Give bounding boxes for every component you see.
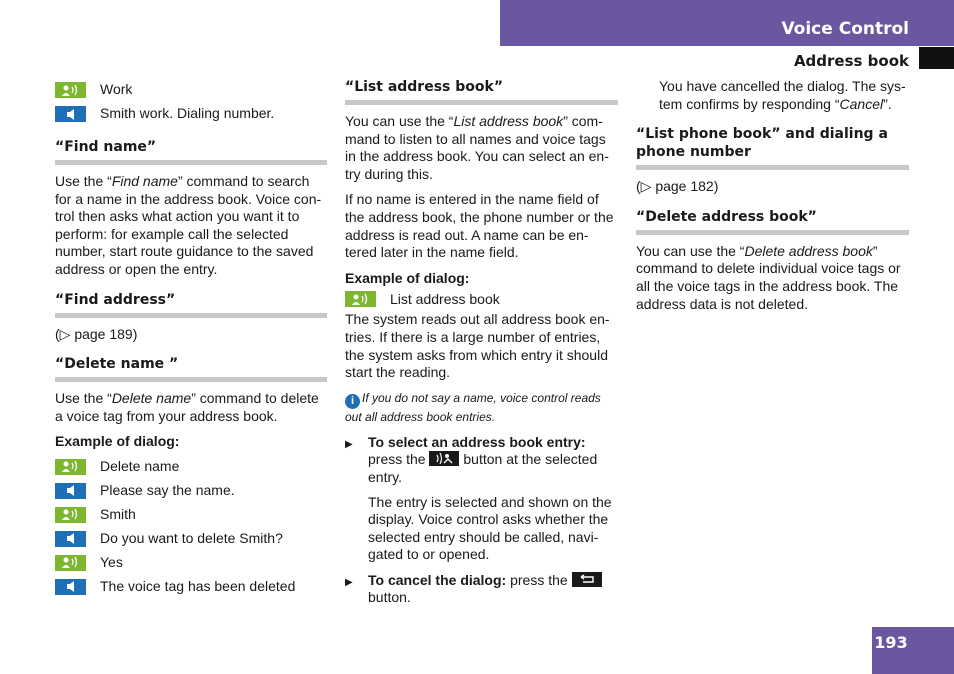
cancel-confirmation-text: You have cancelled the dialog. The sys-tem confirms by responding “Cancel”.	[659, 78, 906, 112]
page-number: 193	[874, 633, 908, 652]
dialog-line	[55, 503, 327, 527]
dialog-line	[55, 455, 327, 479]
speaker-icon	[55, 579, 86, 595]
dialog-text: Smith work. Dialing number.	[100, 105, 275, 122]
info-icon: i	[345, 394, 360, 409]
info-note: i If you do not say a name, voice control reads out all address book entries.	[345, 390, 601, 424]
phone-book-heading: “List phone book” and dialing a phone number	[636, 125, 909, 170]
page-subtitle: Address book	[793, 52, 909, 70]
dialog-text: Do you want to delete Smith?	[100, 530, 283, 547]
list-address-book-text: You can use the “List address book” com-mand to listen to all names and voice tags in the address book. You can select an en-try during this.	[345, 113, 609, 182]
speaker-icon	[55, 531, 86, 547]
bullet-arrow-icon: ▶	[345, 576, 353, 588]
intro-dialog	[55, 78, 327, 126]
list-address-book-heading: “List address book”	[345, 78, 618, 105]
find-address-ref: (▷ page 189)	[55, 325, 138, 342]
dialog-text: Work	[100, 81, 133, 98]
empty-name-text: If no name is entered in the name field of the address book, the phone number or the address is read out. A name can be en-tered later in the name field.	[345, 191, 614, 261]
dialog-line	[55, 551, 327, 575]
user-speaking-icon	[55, 555, 86, 571]
find-address-heading: “Find address”	[55, 291, 327, 318]
dialog-text: List address book	[390, 290, 500, 307]
header-bar	[500, 0, 954, 46]
phone-book-ref: (▷ page 182)	[636, 178, 719, 195]
example-label: Example of dialog:	[55, 433, 180, 450]
delete-address-book-text: You can use the “Delete address book” command to delete individual voice tags or all the voice tags in the address book. The address data is not deleted.	[636, 242, 901, 312]
delete-dialog	[55, 455, 327, 599]
user-speaking-icon	[55, 459, 86, 475]
delete-name-heading: “Delete name ”	[55, 355, 327, 382]
user-speaking-icon	[55, 82, 86, 98]
bullet-arrow-icon: ▶	[345, 438, 353, 450]
back-button-icon	[572, 572, 602, 587]
delete-address-book-heading: “Delete address book”	[636, 208, 909, 235]
user-speaking-icon	[55, 507, 86, 523]
dialog-text: Please say the name.	[100, 482, 235, 499]
step-cancel-dialog: ▶ To cancel the dialog: press the button.	[345, 572, 618, 607]
dialog-text: Smith	[100, 506, 136, 523]
column-left	[55, 78, 327, 599]
speaker-icon	[55, 106, 86, 122]
example-label: Example of dialog:	[345, 269, 470, 286]
column-middle	[345, 78, 618, 607]
step-select-entry: ▶ To select an address book entry: press the button at the selected entry. The entry is selected and shown on the display. Voice control asks whether the selected entry should be called, navi-gated to or opened.	[345, 433, 612, 563]
dialog-line	[55, 575, 327, 599]
dialog-line	[55, 102, 327, 126]
find-name-text: Use the “Find name” command to search for a name in the address book. Voice con-trol then asks what action you want it to perform: for example call the selected number, start route guidance to the saved address or open the entry.	[55, 173, 322, 277]
page-number-box	[872, 627, 954, 674]
find-name-heading: “Find name”	[55, 138, 327, 165]
section-title: Voice Control	[781, 19, 909, 39]
user-speaking-icon	[345, 291, 376, 307]
dialog-text: The voice tag has been deleted	[100, 578, 296, 595]
column-right	[636, 78, 909, 313]
dialog-text: Yes	[100, 554, 123, 571]
delete-name-text: Use the “Delete name” command to delete a voice tag from your address book.	[55, 390, 319, 424]
thumb-tab	[919, 47, 954, 69]
dialog-line	[55, 479, 327, 503]
dialog-line	[345, 287, 618, 311]
dialog-line	[55, 527, 327, 551]
talk-button-icon	[429, 451, 459, 466]
read-out-text: The system reads out all address book en-tries. If there is a large number of entries, the system asks from which entry it should start the reading.	[345, 311, 610, 381]
dialog-text: Delete name	[100, 458, 180, 475]
speaker-icon	[55, 483, 86, 499]
dialog-line	[55, 78, 327, 102]
